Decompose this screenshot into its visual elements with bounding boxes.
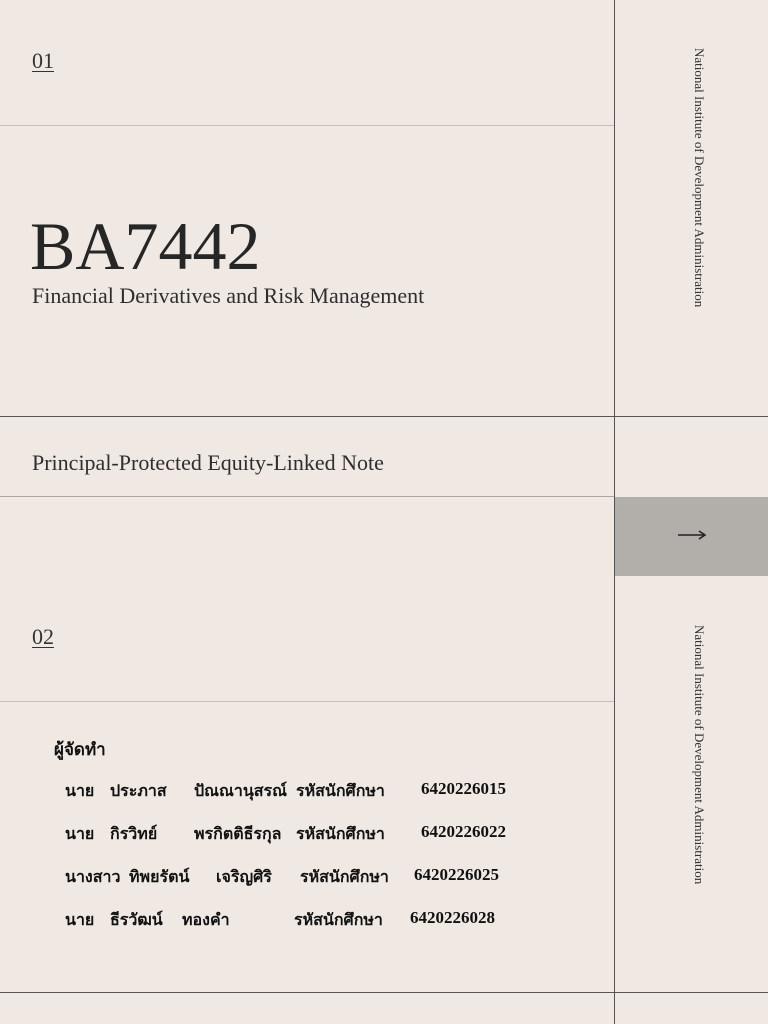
member-first-name: ธีรวัฒน์ <box>110 910 163 929</box>
course-code: BA7442 <box>30 208 261 284</box>
divider-lower <box>0 701 614 702</box>
member-last-name: เจริญศิริ <box>216 867 272 886</box>
member-id-label: รหัสนักศึกษา <box>296 781 385 800</box>
member-row <box>54 779 506 822</box>
member-student-id: 6420226025 <box>414 865 499 884</box>
member-last-name: ทองคำ <box>182 910 230 929</box>
divider-bottom <box>0 992 768 993</box>
institution-label-bottom: National Institute of Development Administration <box>692 625 707 885</box>
topic-title: Principal-Protected Equity-Linked Note <box>32 450 384 475</box>
member-row <box>54 822 506 865</box>
divider-topic <box>0 496 614 497</box>
divider-top <box>0 125 614 126</box>
member-last-name: ปัณณานุสรณ์ <box>194 781 287 800</box>
member-student-id: 6420226015 <box>421 779 506 798</box>
members-section <box>54 736 506 951</box>
member-id-label: รหัสนักศึกษา <box>300 867 389 886</box>
member-title: นาย <box>65 824 95 843</box>
member-title: นาย <box>65 910 95 929</box>
member-title: นางสาว <box>65 867 121 886</box>
member-id-label: รหัสนักศึกษา <box>296 824 385 843</box>
course-name: Financial Derivatives and Risk Management <box>32 283 425 308</box>
arrow-right-icon <box>677 528 707 546</box>
member-first-name: ทิพยรัตน์ <box>129 867 190 886</box>
page-number-1: 01 <box>32 48 54 73</box>
member-row <box>54 865 499 908</box>
divider-middle <box>0 416 768 417</box>
member-row <box>54 908 495 951</box>
member-student-id: 6420226028 <box>410 908 495 927</box>
member-first-name: ประภาส <box>110 781 167 800</box>
page-number-2: 02 <box>32 624 54 649</box>
members-heading: ผู้จัดทำ <box>54 740 106 760</box>
institution-label-top: National Institute of Development Administration <box>692 48 707 308</box>
member-id-label: รหัสนักศึกษา <box>294 910 383 929</box>
member-last-name: พรกิตติธีรกุล <box>194 824 282 843</box>
member-first-name: กิรวิทย์ <box>110 824 158 843</box>
member-student-id: 6420226022 <box>421 822 506 841</box>
next-arrow-button[interactable] <box>615 497 768 576</box>
member-title: นาย <box>65 781 95 800</box>
